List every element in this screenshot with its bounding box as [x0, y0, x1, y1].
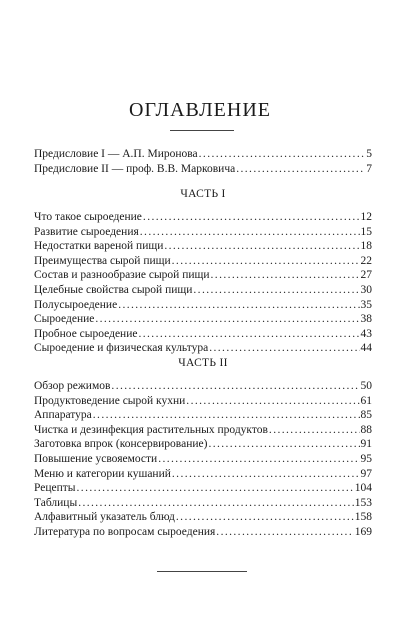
entry-label: Повышение усвояемости: [34, 452, 158, 465]
leader-dots: [164, 239, 359, 254]
toc-entry[interactable]: [34, 467, 372, 482]
toc-entry[interactable]: [34, 283, 372, 298]
toc-entry[interactable]: [34, 298, 372, 313]
entry-label: Предисловие II — проф. В.В. Марковича: [34, 162, 236, 175]
leader-dots: [111, 379, 359, 394]
entry-page: 43: [360, 327, 372, 340]
leader-dots: [209, 341, 359, 356]
entry-label: Развитие сыроедения: [34, 225, 139, 238]
entry-page: 50: [360, 380, 372, 392]
entry-label: Таблицы: [34, 496, 78, 509]
toc-entry[interactable]: [34, 312, 372, 327]
entry-label: Сыроедение: [34, 313, 95, 326]
leader-dots: [138, 327, 359, 342]
toc-entry[interactable]: [34, 496, 372, 511]
leader-dots: [186, 394, 359, 409]
leader-dots: [78, 496, 354, 511]
entry-label: Меню и категории кушаний: [34, 467, 171, 480]
toc-entry[interactable]: [34, 510, 372, 525]
leader-dots: [176, 510, 354, 525]
entry-label: Алфавитный указатель блюд: [34, 511, 175, 524]
entry-label: Пробное сыроедение: [34, 327, 138, 340]
leader-dots: [93, 408, 360, 423]
entry-label: Продуктоведение сырой кухни: [34, 394, 186, 407]
entry-page: 38: [360, 313, 372, 326]
entry-label: Сыроедение и физическая культура: [34, 342, 209, 355]
toc-entry[interactable]: [34, 268, 372, 283]
leader-dots: [172, 467, 360, 482]
leader-dots: [118, 298, 359, 313]
entry-label: Литература по вопросам сыроедения: [34, 525, 216, 538]
entry-label: Недостатки вареной пищи: [34, 240, 164, 253]
title-divider: [170, 130, 234, 131]
entry-page: 30: [360, 283, 372, 296]
leader-dots: [95, 312, 359, 327]
toc-entry[interactable]: [34, 225, 372, 240]
entry-page: 85: [360, 409, 372, 422]
toc-entry[interactable]: [34, 162, 372, 177]
entry-label: Заготовка впрок (консервирование): [34, 438, 208, 451]
entry-page: 18: [360, 240, 372, 253]
leader-dots: [208, 437, 359, 452]
entry-page: 27: [360, 269, 372, 282]
entry-label: Целебные свойства сырой пищи: [34, 283, 193, 296]
entry-page: 158: [354, 511, 372, 524]
entry-page: 104: [354, 482, 372, 495]
leader-dots: [172, 254, 360, 269]
toc-entry[interactable]: [34, 341, 372, 356]
entry-page: 15: [360, 225, 372, 238]
entry-page: 88: [360, 423, 372, 436]
part2-heading-wrap: [34, 357, 372, 371]
entry-label: Чистка и дезинфекция растительных продуктов: [34, 423, 268, 436]
leader-dots: [77, 481, 354, 496]
toc-entry[interactable]: [34, 210, 372, 225]
toc-entry[interactable]: [34, 408, 372, 423]
entry-label: Предисловие I — А.П. Миронова: [34, 148, 198, 160]
entry-page: 95: [360, 452, 372, 465]
part1-heading-wrap: [34, 188, 372, 202]
toc-entry[interactable]: [34, 423, 372, 438]
entry-page: 35: [360, 298, 372, 311]
part2-title: ЧАСТЬ II: [178, 357, 228, 369]
toc-entry[interactable]: [34, 147, 372, 162]
toc-entry[interactable]: [34, 254, 372, 269]
entry-page: 169: [354, 525, 372, 538]
preface-list: [34, 147, 372, 176]
entry-page: 44: [360, 342, 372, 355]
toc-entry[interactable]: [34, 437, 372, 452]
leader-dots: [269, 423, 360, 438]
leader-dots: [236, 162, 365, 177]
leader-dots: [216, 525, 353, 540]
toc-entry[interactable]: [34, 327, 372, 342]
entry-label: Рецепты: [34, 482, 76, 495]
entry-label: Полусыроедение: [34, 298, 118, 311]
entry-page: 97: [360, 467, 372, 480]
toc-entry[interactable]: [34, 239, 372, 254]
entry-label: Обзор режимов: [34, 380, 111, 392]
entry-label: Что такое сыроедение: [34, 211, 142, 223]
toc-entry[interactable]: [34, 452, 372, 467]
leader-dots: [211, 268, 360, 283]
entry-page: 22: [360, 254, 372, 267]
entry-page: 153: [354, 496, 372, 509]
footer-divider: [157, 571, 247, 572]
entry-page: 5: [366, 148, 372, 160]
leader-dots: [158, 452, 359, 467]
toc-entry[interactable]: [34, 379, 372, 394]
entry-label: Аппаратура: [34, 409, 92, 422]
part1-list: [34, 210, 372, 356]
page-title: ОГЛАВЛЕНИЕ: [129, 99, 271, 121]
leader-dots: [143, 210, 360, 225]
leader-dots: [193, 283, 359, 298]
toc-entry[interactable]: [34, 394, 372, 409]
entry-page: 91: [360, 438, 372, 451]
leader-dots: [140, 225, 360, 240]
toc-entry[interactable]: [34, 525, 372, 540]
leader-dots: [199, 147, 366, 162]
toc-entry[interactable]: [34, 481, 372, 496]
entry-page: 61: [360, 394, 372, 407]
part1-title: ЧАСТЬ I: [180, 188, 226, 200]
entry-page: 7: [366, 162, 372, 175]
entry-page: 12: [360, 211, 372, 223]
part2-list: [34, 379, 372, 540]
entry-label: Преимущества сырой пищи: [34, 254, 171, 267]
entry-label: Состав и разнообразие сырой пищи: [34, 269, 210, 282]
